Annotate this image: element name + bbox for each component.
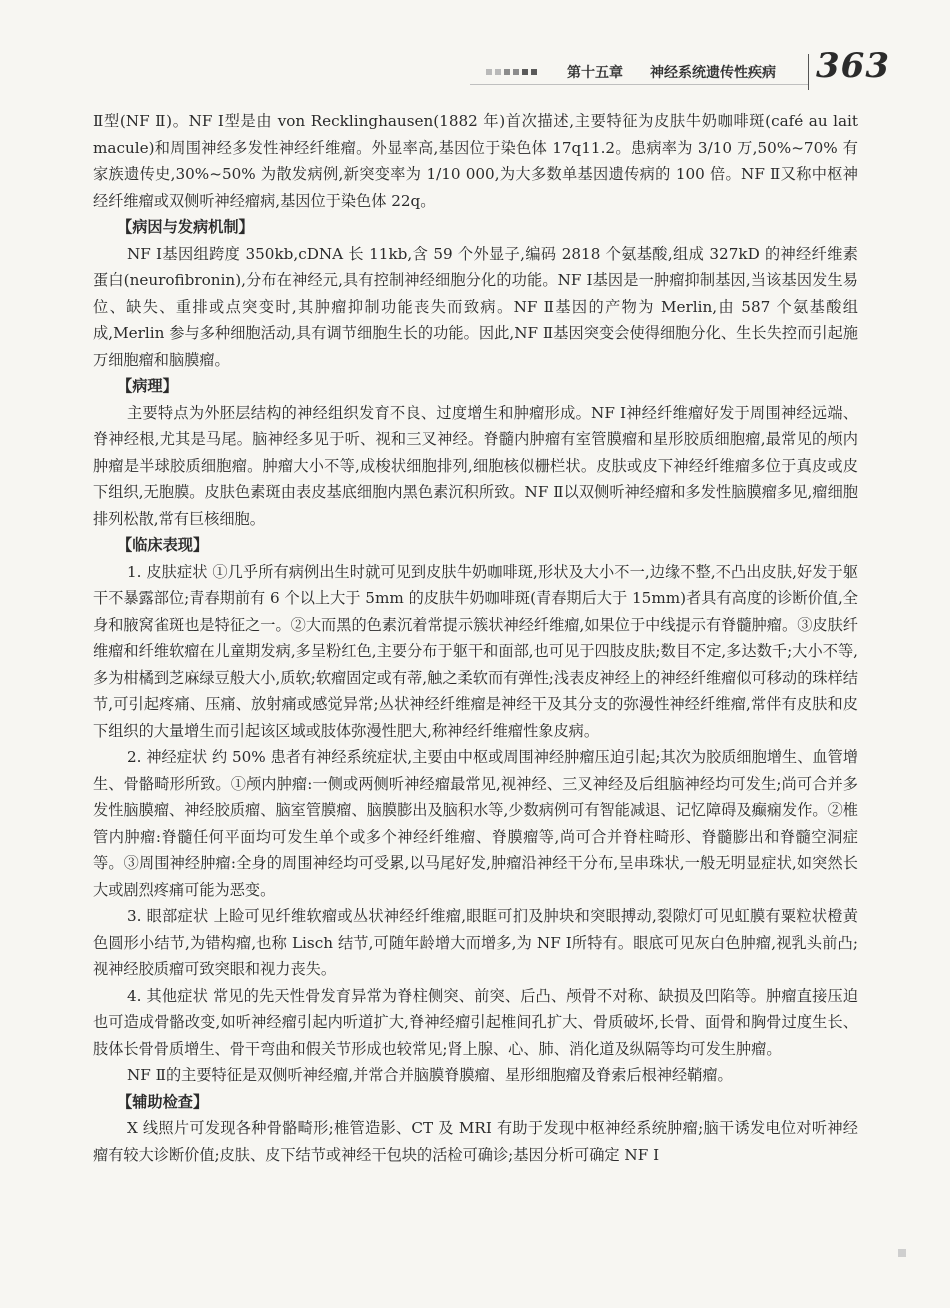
chapter-title: 神经系统遗传性疾病: [650, 65, 776, 81]
section-heading-pathology: 【病理】: [117, 377, 178, 395]
header-rule: [470, 84, 808, 85]
section-heading-auxiliary: 【辅助检查】: [117, 1092, 209, 1111]
header-decoration: [486, 69, 537, 75]
header-divider: [808, 54, 809, 90]
paragraph-neuro-symptoms: 2. 神经症状 约 50% 患者有神经系统症状,主要由中枢或周围神经肿瘤压迫引起;其次为胶质细胞增生、血管增生、骨骼畸形所致。①颅内肿瘤:一侧或两侧听神经瘤最常见,视神经、三叉神经及后组脑神经均可发生;尚可合并多发性脑膜瘤、神经胶质瘤、脑室管膜瘤、脑膜膨出及脑积水等,少数病例可有智能减退、记忆障碍及癫痫发作。②椎管内肿瘤:脊髓任何平面均可发生单个或多个神经纤维瘤、脊膜瘤等,尚可合并脊柱畸形、脊髓膨出和脊髓空洞症等。③周围神经肿瘤:全身的周围神经均可受累,以马尾好发,肿瘤沿神经干分布,呈串珠状,一般无明显症状,如突然长大或剧烈疼痛可能为恶变。: [93, 748, 858, 899]
corner-mark: [898, 1249, 906, 1257]
page-header: [0, 46, 950, 92]
paragraph-eye-symptoms: 3. 眼部症状 上睑可见纤维软瘤或丛状神经纤维瘤,眼眶可扪及肿块和突眼搏动,裂隙灯可见虹膜有粟粒状橙黄色圆形小结节,为错构瘤,也称 Lisch 结节,可随年龄增大而增多,为 NF Ⅰ所特有。眼底可见灰白色肿瘤,视乳头前凸;视神经胶质瘤可致突眼和视力丧失。: [93, 907, 858, 978]
paragraph-auxiliary: X 线照片可发现各种骨骼畸形;椎管造影、CT 及 MRI 有助于发现中枢神经系统肿瘤;脑干诱发电位对听神经瘤有较大诊断价值;皮肤、皮下结节或神经干包块的活检可确诊;基因分析可确定 NF Ⅰ: [93, 1119, 858, 1164]
section-heading-etiology: 【病因与发病机制】: [117, 218, 254, 236]
paragraph-other-symptoms: 4. 其他症状 常见的先天性骨发育异常为脊柱侧突、前突、后凸、颅骨不对称、缺损及凹陷等。肿瘤直接压迫也可造成骨骼改变,如听神经瘤引起内听道扩大,脊神经瘤引起椎间孔扩大、骨质破坏,长骨、面骨和胸骨过度生长、肢体长骨骨质增生、骨干弯曲和假关节形成也较常见;肾上腺、心、肺、消化道及纵隔等均可发生肿瘤。: [93, 986, 858, 1058]
paragraph-pathology: 主要特点为外胚层结构的神经组织发育不良、过度增生和肿瘤形成。NF Ⅰ神经纤维瘤好发于周围神经远端、脊神经根,尤其是马尾。脑神经多见于听、视和三叉神经。脊髓内肿瘤有室管膜瘤和星形胶质细胞瘤,最常见的颅内肿瘤是半球胶质细胞瘤。肿瘤大小不等,成梭状细胞排列,细胞核似栅栏状。皮肤或皮下神经纤维瘤多位于真皮或皮下组织,无胞膜。皮肤色素斑由表皮基底细胞内黑色素沉积所致。NF Ⅱ以双侧听神经瘤和多发性脑膜瘤多见,瘤细胞排列松散,常有巨核细胞。: [93, 403, 858, 528]
paragraph-intro-continuation: Ⅱ型(NF Ⅱ)。NF Ⅰ型是由 von Recklinghausen(1882 年)首次描述,主要特征为皮肤牛奶咖啡斑(café au lait macule)和周围神经多发性神经纤维瘤。外显率高,基因位于染色体 17q11.2。患病率为 3/10 万,50%~70% 有家族遗传史,30%~50% 为散发病例,新突变率为 1/10 000,为大多数单基因遗传病的 100 倍。NF Ⅱ又称中枢神经纤维瘤或双侧听神经瘤病,基因位于染色体 22q。: [93, 112, 858, 210]
page-number: 363: [816, 46, 890, 86]
section-heading-clinical: 【临床表现】: [117, 536, 209, 554]
page-body: [93, 108, 858, 1168]
paragraph-skin-symptoms: 1. 皮肤症状 ①几乎所有病例出生时就可见到皮肤牛奶咖啡斑,形状及大小不一,边缘不整,不凸出皮肤,好发于躯干不暴露部位;青春期前有 6 个以上大于 5mm 的皮肤牛奶咖啡斑(青春期后大于 15mm)者具有高度的诊断价值,全身和腋窝雀斑也是特征之一。②大而黑的色素沉着常提示簇状神经纤维瘤,如果位于中线提示有脊髓肿瘤。③皮肤纤维瘤和纤维软瘤在儿童期发病,多呈粉红色,主要分布于躯干和面部,也可见于四肢皮肤;数目不定,多达数千;大小不等,多为柑橘到芝麻绿豆般大小,质软;软瘤固定或有蒂,触之柔软而有弹性;浅表皮神经上的神经纤维瘤似可移动的珠样结节,可引起疼痛、压痛、放射痛或感觉异常;丛状神经纤维瘤是神经干及其分支的弥漫性神经纤维瘤,常伴有皮肤和皮下组织的大量增生而引起该区域或肢体弥漫性肥大,称神经纤维瘤性象皮病。: [93, 562, 858, 740]
chapter-label: 第十五章: [567, 65, 623, 81]
paragraph-etiology: NF Ⅰ基因组跨度 350kb,cDNA 长 11kb,含 59 个外显子,编码 2818 个氨基酸,组成 327kD 的神经纤维素蛋白(neurofibronin),分布在神经元,具有控制神经细胞分化的功能。NF Ⅰ基因是一肿瘤抑制基因,当该基因发生易位、缺失、重排或点突变时,其肿瘤抑制功能丧失而致病。NF Ⅱ基因的产物为 Merlin,由 587 个氨基酸组成,Merlin 参与多种细胞活动,具有调节细胞生长的功能。因此,NF Ⅱ基因突变会使得细胞分化、生长失控而引起施万细胞瘤和脑膜瘤。: [93, 244, 858, 369]
paragraph-nf2: NF Ⅱ的主要特征是双侧听神经瘤,并常合并脑膜脊膜瘤、星形细胞瘤及脊索后根神经鞘瘤。: [127, 1066, 733, 1084]
